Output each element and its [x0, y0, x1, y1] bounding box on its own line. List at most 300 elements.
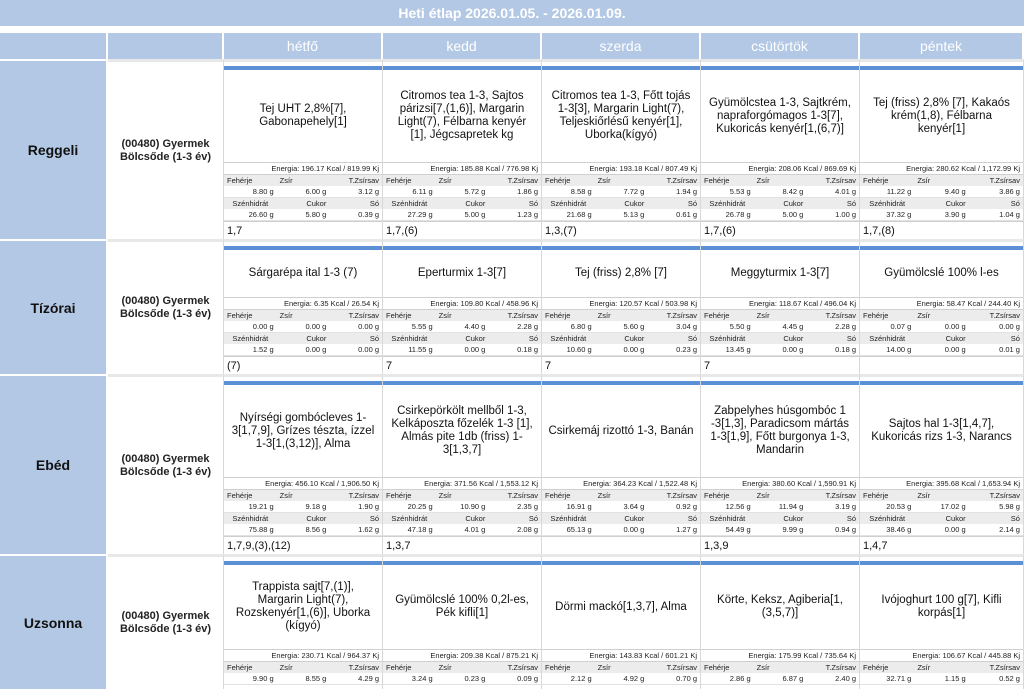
page-title: Heti étlap 2026.01.05. - 2026.01.09. [0, 0, 1024, 26]
menu-cell [542, 59, 701, 239]
satfat-value: 1.90 g [329, 501, 382, 513]
cell-spacer [701, 685, 859, 689]
fat-label: Zsír [914, 662, 968, 673]
nutrient-value-row [383, 186, 541, 198]
nutrient-value-row [701, 321, 859, 333]
nutrient-header-row [224, 175, 382, 186]
fat-label: Zsír [436, 662, 489, 673]
nutrient-value-row [224, 321, 382, 333]
sugar-value: 8.56 g [277, 524, 330, 536]
allergen-codes [542, 536, 700, 554]
menu-cell [860, 59, 1024, 239]
dish-name: Gyümölcslé 100% 0,2l-es, Pék kifli[1] [395, 594, 529, 619]
dish-name: Dörmi mackó[1,3,7], Alma [555, 600, 687, 613]
day-header-monday: hétfő [224, 33, 383, 59]
protein-value: 32.71 g [860, 673, 914, 685]
nutrient-header-row [224, 662, 382, 673]
salt-value: 0.18 g [806, 344, 859, 356]
energy-value: Energia: 456.10 Kcal / 1,906.50 Kj [224, 477, 382, 490]
allergen-codes: 1,3,(7) [542, 221, 700, 239]
satfat-value: 0.52 g [969, 673, 1023, 685]
sugar-value: 5.00 g [754, 209, 807, 221]
fat-value: 8.42 g [754, 186, 807, 198]
nutrient-header-row [224, 198, 382, 209]
allergen-codes: 1,7,(6) [383, 221, 541, 239]
nutrient-header-row [224, 513, 382, 524]
dish-name: Sajtos hal 1-3[1,4,7], Kukoricás rizs 1-3, Narancs [871, 418, 1012, 443]
energy-value: Energia: 208.06 Kcal / 869.69 Kj [701, 162, 859, 175]
menu-cell [542, 554, 701, 689]
fat-value: 0.23 g [436, 673, 489, 685]
salt-label: Só [969, 198, 1023, 209]
protein-value: 6.11 g [383, 186, 436, 198]
dish-name: Zabpelyhes húsgombóc 1 -3[1,3], Paradicsom mártás 1-3[1,9], Főtt burgonya 1-3, Mandarin [710, 405, 850, 456]
fat-label: Zsír [754, 310, 807, 321]
salt-label: Só [806, 198, 859, 209]
fat-value: 4.40 g [436, 321, 489, 333]
carb-label: Szénhidrát [542, 333, 595, 344]
dish-name: Meggyturmix 1-3[7] [730, 267, 830, 279]
sugar-label: Cukor [754, 198, 807, 209]
nutrient-header-row [701, 662, 859, 673]
menu-cell [701, 239, 860, 374]
nutrient-value-row [542, 501, 700, 513]
protein-label: Fehérje [542, 662, 595, 673]
satfat-label: T.Zsírsav [806, 175, 859, 186]
satfat-value: 3.86 g [969, 186, 1023, 198]
salt-label: Só [806, 333, 859, 344]
fat-label: Zsír [277, 490, 330, 501]
sugar-value: 5.80 g [277, 209, 330, 221]
salt-value: 1.62 g [329, 524, 382, 536]
dish-name: Tej UHT 2,8%[7], Gabonapehely[1] [259, 103, 347, 128]
nutrient-value-row [383, 344, 541, 356]
carb-value: 26.60 g [224, 209, 277, 221]
nutrient-value-row [383, 321, 541, 333]
menu-cell [383, 239, 542, 374]
fat-label: Zsír [595, 175, 648, 186]
fat-value: 5.60 g [595, 321, 648, 333]
nutrient-value-row [860, 501, 1023, 513]
dish-name: Nyírségi gombócleves 1-3[1,7,9], Grízes tészta, ízzel 1-3[1,(3,12)], Alma [231, 411, 375, 450]
sugar-label: Cukor [277, 198, 330, 209]
fat-label: Zsír [277, 175, 330, 186]
menu-cell [383, 554, 542, 689]
corner-cell-institution [108, 33, 224, 59]
day-header-friday: péntek [860, 33, 1024, 59]
protein-label: Fehérje [701, 175, 754, 186]
energy-value: Energia: 143.83 Kcal / 601.21 Kj [542, 649, 700, 662]
menu-cell [860, 374, 1024, 554]
dish-name: Trappista sajt[7,(1)], Margarin Light(7), Rozskenyér[1,(6)], Uborka (kígyó) [235, 581, 371, 632]
cell-spacer [860, 685, 1023, 689]
salt-value: 0.39 g [329, 209, 382, 221]
nutrient-header-row [860, 490, 1023, 501]
fat-label: Zsír [754, 490, 807, 501]
sugar-value: 9.99 g [754, 524, 807, 536]
carb-value: 10.60 g [542, 344, 595, 356]
nutrient-value-row [701, 501, 859, 513]
allergen-codes [860, 356, 1023, 374]
day-header-tuesday: kedd [383, 33, 542, 59]
fat-value: 4.45 g [754, 321, 807, 333]
energy-value: Energia: 58.47 Kcal / 244.40 Kj [860, 297, 1023, 310]
energy-value: Energia: 209.38 Kcal / 875.21 Kj [383, 649, 541, 662]
carb-value: 54.49 g [701, 524, 754, 536]
satfat-label: T.Zsírsav [969, 662, 1023, 673]
satfat-value: 0.09 g [488, 673, 541, 685]
cell-spacer [542, 685, 700, 689]
salt-value: 2.08 g [488, 524, 541, 536]
carb-value: 14.00 g [860, 344, 914, 356]
carb-value: 47.18 g [383, 524, 436, 536]
fat-label: Zsír [277, 662, 330, 673]
satfat-label: T.Zsírsav [647, 310, 700, 321]
fat-label: Zsír [595, 662, 648, 673]
satfat-label: T.Zsírsav [969, 175, 1023, 186]
salt-label: Só [329, 513, 382, 524]
carb-label: Szénhidrát [542, 513, 595, 524]
satfat-value: 1.86 g [488, 186, 541, 198]
carb-value: 65.13 g [542, 524, 595, 536]
energy-value: Energia: 106.67 Kcal / 445.88 Kj [860, 649, 1023, 662]
nutrient-value-row [701, 344, 859, 356]
protein-label: Fehérje [383, 310, 436, 321]
fat-value: 5.72 g [436, 186, 489, 198]
fat-value: 17.02 g [914, 501, 968, 513]
fat-label: Zsír [914, 310, 968, 321]
sugar-label: Cukor [277, 513, 330, 524]
nutrient-value-row [860, 321, 1023, 333]
nutrient-header-row [224, 333, 382, 344]
protein-label: Fehérje [860, 175, 914, 186]
energy-value: Energia: 380.60 Kcal / 1,590.91 Kj [701, 477, 859, 490]
protein-value: 5.50 g [701, 321, 754, 333]
nutrient-header-row [383, 333, 541, 344]
protein-value: 5.53 g [701, 186, 754, 198]
satfat-value: 3.04 g [647, 321, 700, 333]
carb-label: Szénhidrát [383, 198, 436, 209]
nutrient-value-row [542, 673, 700, 685]
carb-label: Szénhidrát [860, 333, 914, 344]
nutrient-value-row [383, 501, 541, 513]
carb-label: Szénhidrát [383, 513, 436, 524]
dish-name: Ivójoghurt 100 g[7], Kifli korpás[1] [881, 594, 1002, 619]
nutrient-header-row [542, 310, 700, 321]
salt-value: 0.01 g [969, 344, 1023, 356]
menu-cell [860, 554, 1024, 689]
sugar-label: Cukor [436, 333, 489, 344]
satfat-label: T.Zsírsav [488, 175, 541, 186]
protein-label: Fehérje [224, 662, 277, 673]
dish-name: Tej (friss) 2,8% [7], Kakaós krém(1,8), Félbarna kenyér[1] [873, 96, 1010, 135]
energy-value: Energia: 175.99 Kcal / 735.64 Kj [701, 649, 859, 662]
protein-value: 2.86 g [701, 673, 754, 685]
menu-cell [701, 554, 860, 689]
energy-value: Energia: 120.57 Kcal / 503.98 Kj [542, 297, 700, 310]
salt-value: 0.23 g [647, 344, 700, 356]
salt-label: Só [488, 333, 541, 344]
meal-label: Reggeli [0, 59, 108, 239]
protein-value: 2.12 g [542, 673, 595, 685]
protein-label: Fehérje [701, 490, 754, 501]
satfat-value: 0.70 g [647, 673, 700, 685]
dish-name: Gyümölcslé 100% l-es [884, 267, 999, 279]
carb-label: Szénhidrát [383, 333, 436, 344]
protein-value: 6.80 g [542, 321, 595, 333]
nutrient-header-row [701, 310, 859, 321]
protein-label: Fehérje [860, 310, 914, 321]
menu-cell [383, 374, 542, 554]
fat-label: Zsír [914, 175, 968, 186]
protein-value: 3.24 g [383, 673, 436, 685]
cell-spacer [383, 685, 541, 689]
carb-value: 27.29 g [383, 209, 436, 221]
protein-value: 5.55 g [383, 321, 436, 333]
salt-label: Só [488, 513, 541, 524]
fat-value: 1.15 g [914, 673, 968, 685]
carb-value: 13.45 g [701, 344, 754, 356]
nutrient-value-row [542, 209, 700, 221]
energy-value: Energia: 371.56 Kcal / 1,553.12 Kj [383, 477, 541, 490]
nutrient-header-row [701, 513, 859, 524]
nutrient-value-row [224, 501, 382, 513]
menu-cell [224, 239, 383, 374]
menu-cell [224, 554, 383, 689]
carb-value: 21.68 g [542, 209, 595, 221]
satfat-value: 0.00 g [329, 321, 382, 333]
carb-label: Szénhidrát [224, 333, 277, 344]
salt-label: Só [969, 333, 1023, 344]
carb-label: Szénhidrát [224, 513, 277, 524]
salt-value: 1.04 g [969, 209, 1023, 221]
salt-value: 0.00 g [329, 344, 382, 356]
nutrient-header-row [701, 198, 859, 209]
day-header-wednesday: szerda [542, 33, 701, 59]
satfat-value: 2.28 g [488, 321, 541, 333]
sugar-value: 4.01 g [436, 524, 489, 536]
nutrient-value-row [224, 186, 382, 198]
fat-value: 10.90 g [436, 501, 489, 513]
nutrient-value-row [701, 673, 859, 685]
fat-value: 0.00 g [277, 321, 330, 333]
protein-value: 11.22 g [860, 186, 914, 198]
fat-value: 3.64 g [595, 501, 648, 513]
sugar-label: Cukor [914, 198, 968, 209]
dish-name: Csirkepörkölt mellből 1-3, Kelkáposzta főzelék 1-3 [1], Almás pite 1db (friss) 1-3[1,3,7] [391, 405, 533, 456]
energy-value: Energia: 395.68 Kcal / 1,653.94 Kj [860, 477, 1023, 490]
satfat-label: T.Zsírsav [329, 662, 382, 673]
nutrient-value-row [383, 524, 541, 536]
nutrient-header-row [860, 310, 1023, 321]
nutrient-value-row [701, 524, 859, 536]
protein-label: Fehérje [701, 310, 754, 321]
institution-label: (00480) Gyermek Bölcsőde (1-3 év) [108, 554, 224, 689]
nutrient-header-row [860, 175, 1023, 186]
satfat-value: 4.01 g [806, 186, 859, 198]
sugar-label: Cukor [914, 513, 968, 524]
meal-label: Ebéd [0, 374, 108, 554]
institution-label: (00480) Gyermek Bölcsőde (1-3 év) [108, 59, 224, 239]
salt-value: 0.18 g [488, 344, 541, 356]
fat-label: Zsír [436, 175, 489, 186]
sugar-value: 0.00 g [595, 524, 648, 536]
protein-value: 0.07 g [860, 321, 914, 333]
carb-label: Szénhidrát [542, 198, 595, 209]
nutrient-header-row [224, 310, 382, 321]
carb-value: 1.52 g [224, 344, 277, 356]
fat-label: Zsír [595, 490, 648, 501]
allergen-codes: 1,7 [224, 221, 382, 239]
carb-label: Szénhidrát [701, 198, 754, 209]
satfat-label: T.Zsírsav [329, 310, 382, 321]
nutrient-header-row [860, 513, 1023, 524]
satfat-value: 2.40 g [806, 673, 859, 685]
nutrient-value-row [860, 344, 1023, 356]
allergen-codes: 7 [542, 356, 700, 374]
sugar-value: 0.00 g [914, 524, 968, 536]
meal-label: Uzsonna [0, 554, 108, 689]
nutrient-header-row [860, 198, 1023, 209]
day-header-thursday: csütörtök [701, 33, 860, 59]
nutrient-value-row [542, 344, 700, 356]
protein-label: Fehérje [542, 310, 595, 321]
satfat-label: T.Zsírsav [647, 662, 700, 673]
satfat-label: T.Zsírsav [329, 490, 382, 501]
nutrient-value-row [701, 186, 859, 198]
nutrient-value-row [860, 209, 1023, 221]
satfat-label: T.Zsírsav [806, 310, 859, 321]
nutrient-value-row [701, 209, 859, 221]
energy-value: Energia: 230.71 Kcal / 964.37 Kj [224, 649, 382, 662]
sugar-value: 5.00 g [436, 209, 489, 221]
satfat-label: T.Zsírsav [488, 662, 541, 673]
carb-value: 26.78 g [701, 209, 754, 221]
nutrient-value-row [542, 186, 700, 198]
energy-value: Energia: 6.35 Kcal / 26.54 Kj [224, 297, 382, 310]
satfat-label: T.Zsírsav [647, 490, 700, 501]
dish-name: Gyümölcstea 1-3, Sajtkrém, napraforgómagos 1-3[7], Kukoricás kenyér[1,(6,7)] [709, 96, 851, 135]
protein-value: 20.53 g [860, 501, 914, 513]
nutrient-header-row [542, 175, 700, 186]
carb-label: Szénhidrát [701, 333, 754, 344]
satfat-value: 0.92 g [647, 501, 700, 513]
nutrient-value-row [383, 209, 541, 221]
protein-label: Fehérje [383, 490, 436, 501]
menu-cell [542, 239, 701, 374]
protein-label: Fehérje [224, 310, 277, 321]
allergen-codes: (7) [224, 356, 382, 374]
sugar-label: Cukor [436, 198, 489, 209]
nutrient-value-row [860, 186, 1023, 198]
nutrient-value-row [224, 209, 382, 221]
protein-value: 16.91 g [542, 501, 595, 513]
sugar-value: 0.00 g [436, 344, 489, 356]
nutrient-header-row [701, 175, 859, 186]
satfat-label: T.Zsírsav [488, 490, 541, 501]
energy-value: Energia: 185.88 Kcal / 776.98 Kj [383, 162, 541, 175]
carb-value: 11.55 g [383, 344, 436, 356]
satfat-value: 3.19 g [806, 501, 859, 513]
sugar-value: 0.00 g [754, 344, 807, 356]
carb-value: 37.32 g [860, 209, 914, 221]
carb-value: 38.46 g [860, 524, 914, 536]
nutrient-header-row [383, 310, 541, 321]
sugar-value: 3.90 g [914, 209, 968, 221]
fat-value: 7.72 g [595, 186, 648, 198]
salt-label: Só [647, 333, 700, 344]
protein-label: Fehérje [860, 662, 914, 673]
institution-label: (00480) Gyermek Bölcsőde (1-3 év) [108, 374, 224, 554]
satfat-value: 2.28 g [806, 321, 859, 333]
nutrient-header-row [383, 490, 541, 501]
salt-label: Só [969, 513, 1023, 524]
sugar-label: Cukor [595, 198, 648, 209]
satfat-label: T.Zsírsav [488, 310, 541, 321]
satfat-value: 0.00 g [969, 321, 1023, 333]
energy-value: Energia: 196.17 Kcal / 819.99 Kj [224, 162, 382, 175]
dish-name: Tej (friss) 2,8% [7] [574, 267, 668, 279]
nutrient-header-row [383, 513, 541, 524]
allergen-codes: 1,4,7 [860, 536, 1023, 554]
allergen-codes: 1,7,(6) [701, 221, 859, 239]
cell-spacer [224, 685, 382, 689]
protein-value: 8.80 g [224, 186, 277, 198]
menu-cell [701, 59, 860, 239]
carb-label: Szénhidrát [701, 513, 754, 524]
satfat-value: 5.98 g [969, 501, 1023, 513]
satfat-value: 3.12 g [329, 186, 382, 198]
sugar-value: 0.00 g [277, 344, 330, 356]
nutrient-value-row [383, 673, 541, 685]
salt-value: 1.23 g [488, 209, 541, 221]
menu-table [0, 33, 1024, 689]
nutrient-header-row [542, 662, 700, 673]
sugar-label: Cukor [754, 513, 807, 524]
protein-value: 9.90 g [224, 673, 277, 685]
fat-label: Zsír [277, 310, 330, 321]
carb-label: Szénhidrát [860, 198, 914, 209]
energy-value: Energia: 364.23 Kcal / 1,522.48 Kj [542, 477, 700, 490]
protein-value: 0.00 g [224, 321, 277, 333]
fat-label: Zsír [436, 490, 489, 501]
protein-value: 8.58 g [542, 186, 595, 198]
salt-label: Só [329, 198, 382, 209]
dish-name: Sárgarépa ital 1-3 (7) [248, 267, 358, 279]
menu-cell [224, 374, 383, 554]
fat-value: 6.87 g [754, 673, 807, 685]
salt-value: 2.14 g [969, 524, 1023, 536]
satfat-value: 1.94 g [647, 186, 700, 198]
nutrient-value-row [224, 344, 382, 356]
fat-value: 9.18 g [277, 501, 330, 513]
institution-label: (00480) Gyermek Bölcsőde (1-3 év) [108, 239, 224, 374]
menu-cell [701, 374, 860, 554]
nutrient-value-row [542, 321, 700, 333]
meal-label: Tízórai [0, 239, 108, 374]
salt-value: 0.94 g [806, 524, 859, 536]
fat-value: 4.92 g [595, 673, 648, 685]
sugar-value: 5.13 g [595, 209, 648, 221]
satfat-label: T.Zsírsav [647, 175, 700, 186]
nutrient-header-row [542, 513, 700, 524]
allergen-codes: 1,3,9 [701, 536, 859, 554]
nutrient-header-row [860, 333, 1023, 344]
nutrient-header-row [542, 490, 700, 501]
nutrient-header-row [701, 333, 859, 344]
satfat-label: T.Zsírsav [329, 175, 382, 186]
protein-label: Fehérje [383, 662, 436, 673]
